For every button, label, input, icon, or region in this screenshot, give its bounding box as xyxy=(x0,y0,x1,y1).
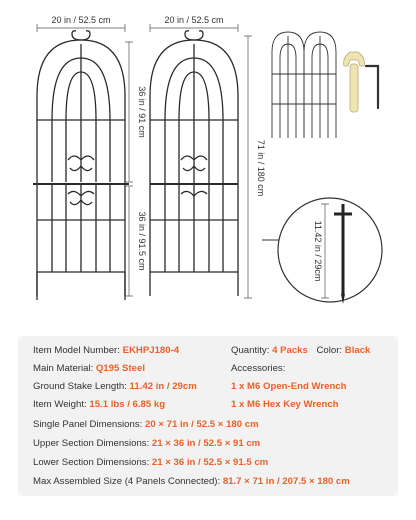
thumbnail-panels xyxy=(272,32,336,138)
weight-label: Item Weight: xyxy=(33,399,87,410)
width-label-right: 20 in / 52.5 cm xyxy=(164,15,224,25)
lower-section-label: Lower Section Dimensions: xyxy=(33,457,150,468)
width-label-left: 20 in / 52.5 cm xyxy=(51,15,111,25)
right-trellis-panel xyxy=(150,31,238,296)
stake-length-label: 11.42 in / 29cm xyxy=(313,220,323,282)
lower-section-value: 21 × 36 in / 52.5 × 91.5 cm xyxy=(151,457,269,468)
left-trellis-panel xyxy=(33,31,129,300)
upper-height-label: 36 in / 91 cm xyxy=(137,86,147,138)
max-assembled-label: Max Assembled Size (4 Panels Connected): xyxy=(33,476,221,487)
single-panel-row xyxy=(33,419,259,431)
max-assembled-value: 81.7 × 71 in / 207.5 × 180 cm xyxy=(222,476,350,487)
model-row xyxy=(33,345,179,357)
weight-value: 15.1 lbs / 6.85 kg xyxy=(89,399,166,410)
upper-section-row xyxy=(33,438,260,450)
hex-key-icon xyxy=(366,66,378,108)
color-label: Color: xyxy=(316,345,343,356)
max-assembled-row xyxy=(33,476,350,488)
accessories-row xyxy=(231,363,285,375)
model-label: Item Model Number: xyxy=(33,345,120,356)
single-panel-label: Single Panel Dimensions: xyxy=(33,419,143,430)
accessory-1-row xyxy=(231,381,347,393)
model-value: EKHPJ180-4 xyxy=(122,345,180,356)
stake-value: 11.42 in / 29cm xyxy=(129,381,197,392)
quantity-label: Quantity: xyxy=(231,345,270,356)
specs-panel xyxy=(18,336,398,496)
lower-height-label: 36 in / 91.5 cm xyxy=(137,211,147,271)
quantity-value: 4 Packs xyxy=(272,345,308,356)
open-end-wrench-icon xyxy=(344,52,365,112)
upper-section-label: Upper Section Dimensions: xyxy=(33,438,150,449)
color-value: Black xyxy=(344,345,371,356)
single-panel-value: 20 × 71 in / 52.5 × 180 cm xyxy=(145,419,259,430)
material-value: Q195 Steel xyxy=(95,363,145,374)
material-row xyxy=(33,363,145,375)
accessories-label: Accessories: xyxy=(231,363,286,374)
stake-row xyxy=(33,381,197,393)
stake-label: Ground Stake Length: xyxy=(33,381,127,392)
accessory-2-row xyxy=(231,399,339,411)
total-height-label: 71 in / 180 cm xyxy=(256,139,266,197)
material-label: Main Material: xyxy=(33,363,94,374)
accessory-2-value: 1 x M6 Hex Key Wrench xyxy=(231,399,339,410)
weight-row xyxy=(33,399,165,411)
upper-section-value: 21 × 36 in / 52.5 × 91 cm xyxy=(151,438,261,449)
quantity-row xyxy=(231,345,370,357)
accessory-1-value: 1 x M6 Open-End Wrench xyxy=(231,381,347,392)
lower-section-row xyxy=(33,457,268,469)
